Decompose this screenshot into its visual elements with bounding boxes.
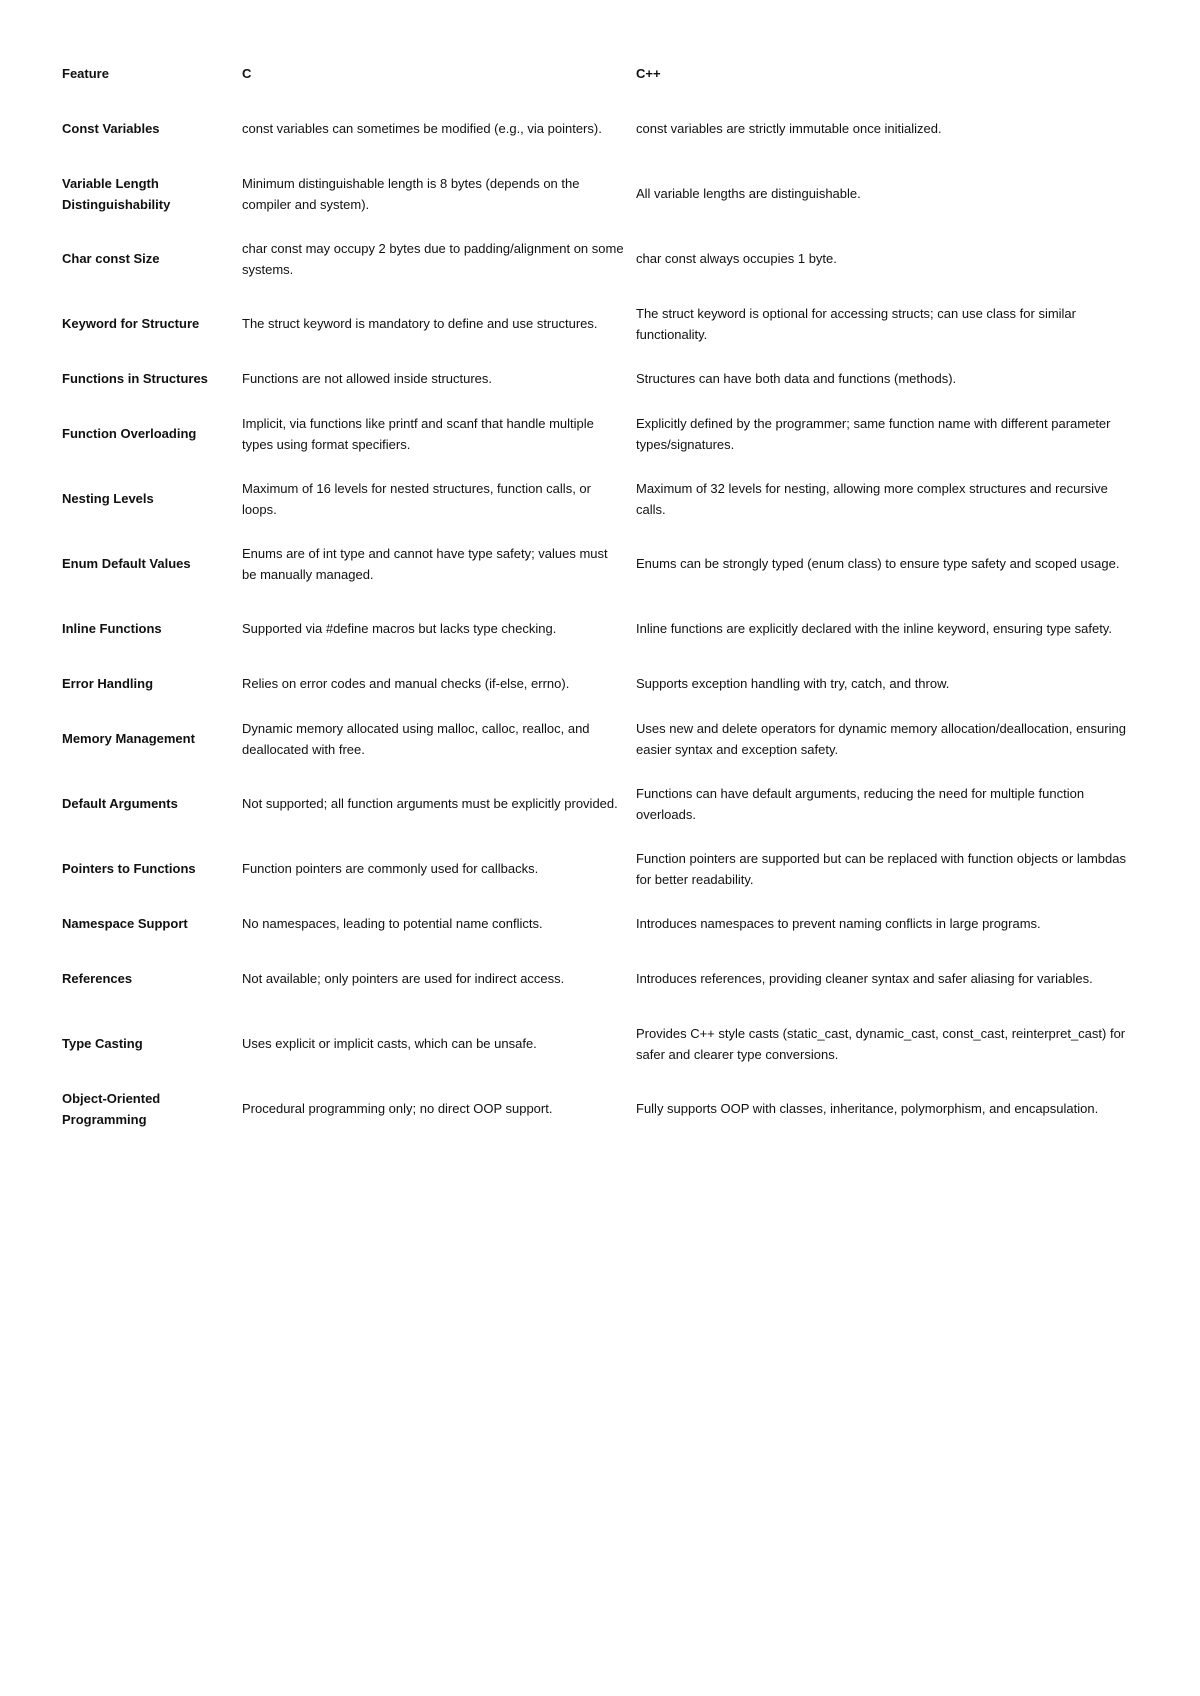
feature-cell: Char const Size [62,251,160,266]
table-row [58,1076,1148,1141]
table-row [58,901,1148,946]
c-cell: Relies on error codes and manual checks (if-else, errno). [242,676,570,691]
c-cell: Enums are of int type and cannot have type safety; values must be manually managed. [242,545,608,582]
table-row [58,161,1148,226]
table-row [58,706,1148,771]
table-row [58,96,1148,161]
c-cell: Minimum distinguishable length is 8 bytes (depends on the compiler and system). [242,175,580,212]
header-c: C [242,65,252,81]
table-row [58,226,1148,291]
feature-cell: Const Variables [62,121,160,136]
feature-cell: Memory Management [62,731,195,746]
cpp-cell: Introduces namespaces to prevent naming conflicts in large programs. [636,916,1041,931]
cpp-cell: char const always occupies 1 byte. [636,251,837,266]
comparison-table [58,50,1148,1141]
table-header [58,50,1148,96]
c-cell: Function pointers are commonly used for callbacks. [242,861,539,876]
feature-cell: Inline Functions [62,621,162,636]
cpp-cell: Uses new and delete operators for dynamic memory allocation/deallocation, ensuring easier syntax and exception safety. [636,720,1126,757]
table-row [58,401,1148,466]
table-row [58,596,1148,661]
c-cell: Procedural programming only; no direct OOP support. [242,1101,553,1116]
feature-cell: Object-Oriented Programming [62,1090,161,1127]
feature-cell: Type Casting [62,1036,143,1051]
header-cpp: C++ [636,65,661,81]
c-cell: Not supported; all function arguments must be explicitly provided. [242,796,618,811]
table-body [58,96,1148,1141]
cpp-cell: Maximum of 32 levels for nesting, allowing more complex structures and recursive calls. [636,480,1108,517]
feature-cell: Namespace Support [62,916,188,931]
cpp-cell: Inline functions are explicitly declared with the inline keyword, ensuring type safety. [636,621,1112,636]
feature-cell: References [62,971,133,986]
c-cell: Implicit, via functions like printf and scanf that handle multiple types using format specifiers. [242,415,594,452]
c-cell: Functions are not allowed inside structures. [242,371,493,386]
table-row [58,356,1148,401]
c-cell: Not available; only pointers are used for indirect access. [242,971,565,986]
c-cell: char const may occupy 2 bytes due to padding/alignment on some systems. [242,240,624,277]
c-cell: No namespaces, leading to potential name conflicts. [242,916,543,931]
table-row [58,946,1148,1011]
c-cell: Uses explicit or implicit casts, which can be unsafe. [242,1036,537,1051]
cpp-cell: Provides C++ style casts (static_cast, dynamic_cast, const_cast, reinterpret_cast) for safer and clearer type conversions. [636,1025,1126,1062]
header-row [58,50,1148,96]
cpp-cell: const variables are strictly immutable once initialized. [636,121,942,136]
feature-cell: Nesting Levels [62,491,154,506]
c-cell: Maximum of 16 levels for nested structures, function calls, or loops. [242,480,591,517]
c-cell: const variables can sometimes be modified (e.g., via pointers). [242,121,602,136]
c-cell: The struct keyword is mandatory to define and use structures. [242,316,598,331]
feature-cell: Function Overloading [62,426,197,441]
cpp-cell: Explicitly defined by the programmer; same function name with different parameter types/signatures. [636,415,1111,452]
feature-cell: Error Handling [62,676,154,691]
header-feature: Feature [62,65,109,81]
feature-cell: Pointers to Functions [62,861,196,876]
table-row [58,661,1148,706]
cpp-cell: Introduces references, providing cleaner syntax and safer aliasing for variables. [636,971,1093,986]
table-row [58,531,1148,596]
cpp-cell: The struct keyword is optional for accessing structs; can use class for similar functionality. [636,305,1076,342]
cpp-cell: Fully supports OOP with classes, inheritance, polymorphism, and encapsulation. [636,1101,1099,1116]
feature-cell: Variable Length Distinguishability [62,175,171,212]
table-row [58,466,1148,531]
feature-cell: Enum Default Values [62,556,191,571]
table-row [58,771,1148,836]
cpp-cell: Enums can be strongly typed (enum class) to ensure type safety and scoped usage. [636,556,1120,571]
table-row [58,1011,1148,1076]
cpp-cell: Supports exception handling with try, catch, and throw. [636,676,950,691]
cpp-cell: Structures can have both data and functions (methods). [636,371,957,386]
cpp-cell: Function pointers are supported but can be replaced with function objects or lambdas for better readability. [636,850,1126,887]
c-cell: Supported via #define macros but lacks type checking. [242,621,557,636]
feature-cell: Functions in Structures [62,371,208,386]
feature-cell: Keyword for Structure [62,316,200,331]
cpp-cell: Functions can have default arguments, reducing the need for multiple function overloads. [636,785,1085,822]
c-cell: Dynamic memory allocated using malloc, calloc, realloc, and deallocated with free. [242,720,590,757]
cpp-cell: All variable lengths are distinguishable. [636,186,861,201]
table-row [58,291,1148,356]
feature-cell: Default Arguments [62,796,178,811]
table-row [58,836,1148,901]
